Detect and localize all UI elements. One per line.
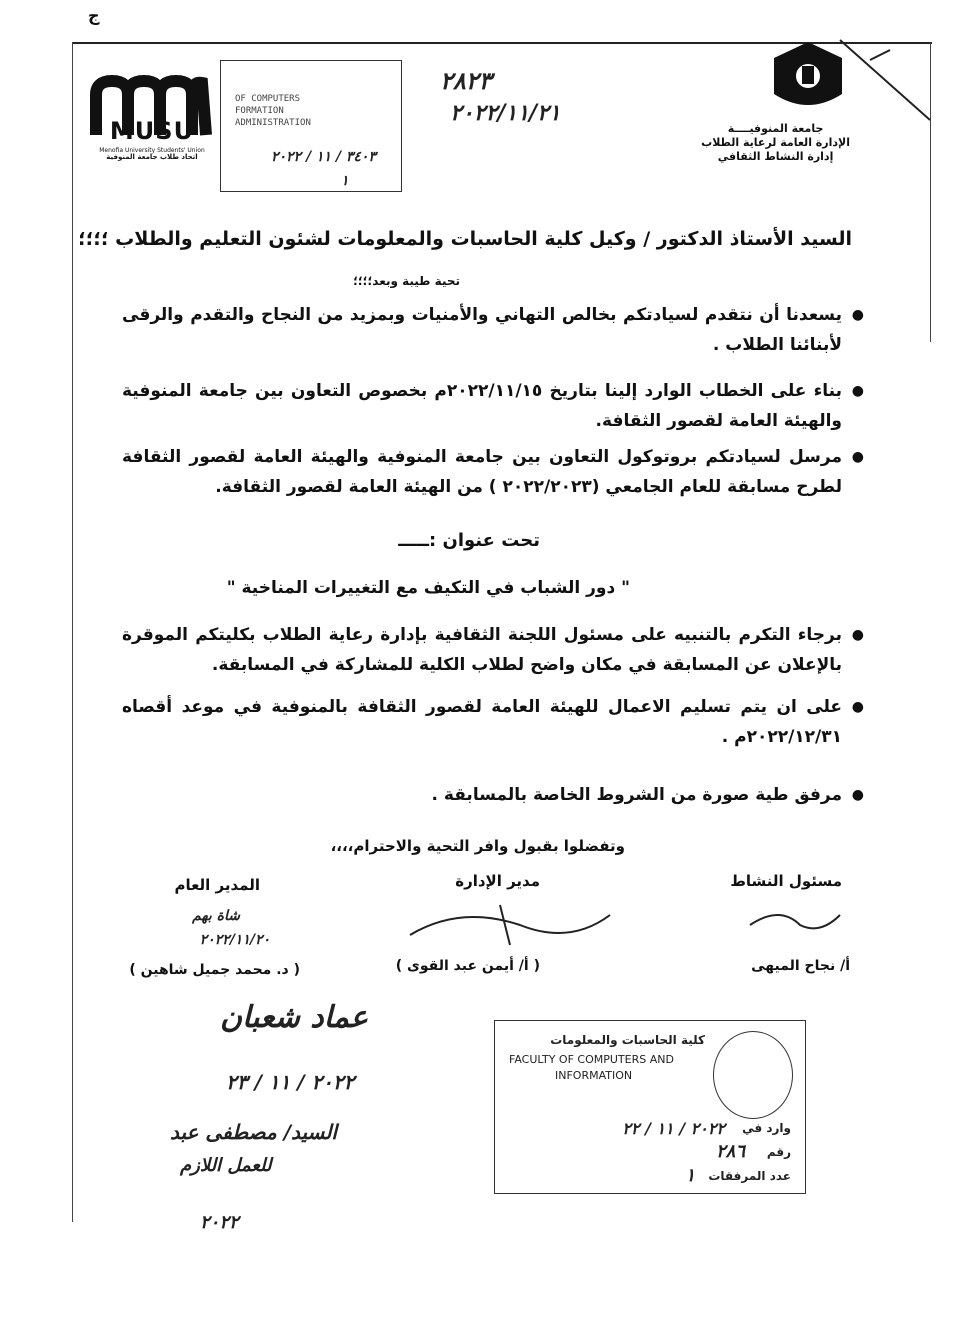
- handwritten-note-3: السيد/ مصطفى عبد: [170, 1120, 337, 1144]
- handwritten-reference: ٢٨٢٣: [440, 66, 492, 95]
- bullet-icon: ●: [851, 449, 864, 465]
- signature-scribble-activity: [740, 900, 850, 940]
- stamp-seal-icon: [713, 1031, 793, 1119]
- signature-title-activity: مسئول النشاط: [730, 872, 842, 890]
- university-logo-icon: [768, 36, 848, 118]
- signature-name-activity: أ/ نجاح الميهى: [751, 958, 850, 974]
- paragraph-1: ● يسعدنا أن نتقدم لسيادتكم بخالص التهاني والأمنيات وبمزيد من النجاح والتقدم والرقى لأبنائنا الطلاب .: [122, 300, 842, 360]
- handwritten-note-2: ٢٠٢٢ / ١١ / ٢٣: [226, 1070, 355, 1094]
- signature-title-general: المدير العام: [174, 876, 260, 894]
- department-name: الإدارة العامة لرعاية الطلاب: [701, 136, 850, 149]
- handwritten-note-4: للعمل اللازم: [180, 1155, 272, 1176]
- bullet-icon: ●: [851, 699, 864, 715]
- logo-text: MUSU: [109, 117, 195, 145]
- signature-name-admin: ( أ/ أيمن عبد القوى ): [395, 958, 540, 974]
- received-stamp-bottom: كلية الحاسبات والمعلومات FACULTY OF COMPUTERS AND INFORMATION وارد في ٢٠٢٢ / ١١ / ٢٢ رقم ٢٨٦ عدد المرفقات ١: [494, 1020, 806, 1194]
- request-1: ● برجاء التكرم بالتنبيه على مسئول اللجنة الثقافية بإدارة رعاية الطلاب بكليتكم الموقرة بالإعلان عن المسابقة في مكان واضح لطلاب الكلية للمشاركة في المسابقة.: [122, 620, 842, 680]
- header-block: [701, 122, 850, 164]
- stamp-handwritten-date: ٣٤٠٣ / ١١ / ٢٠٢٢: [271, 149, 376, 165]
- handwritten-date-bottom: ٢٠٢٢: [200, 1212, 239, 1233]
- frame-left-line: [72, 42, 73, 1222]
- paragraph-2: ● بناء على الخطاب الوارد إلينا بتاريخ ٢٠٢٢/١١/١٥م بخصوص التعاون بين جامعة المنوفية والهيئة العامة لقصور الثقافة.: [122, 376, 842, 436]
- signature-note-general: شاة بهم: [192, 908, 240, 924]
- stamp-lines: OF COMPUTERS FORMATION ADMINISTRATION: [235, 94, 311, 128]
- university-name: جامعة المنوفيــــة: [727, 122, 824, 135]
- bullet-icon: ●: [851, 787, 864, 803]
- request-3: ● مرفق طية صورة من الشروط الخاصة بالمسابقة .: [122, 780, 842, 810]
- signature-date-general: ٢٠٢٢/١١/٢٠: [199, 932, 270, 948]
- signature-name-general: ( د. محمد جميل شاهين ): [129, 962, 300, 978]
- subject-title: " دور الشباب في التكيف مع التغييرات المناخية ": [226, 578, 630, 598]
- sub-department-name: إدارة النشاط الثقافي: [717, 150, 834, 163]
- corner-mark: ج: [88, 6, 100, 25]
- logo-caption: Menofia University Students' Union اتحاد طلاب جامعة المنوفية: [99, 147, 205, 161]
- request-2: ● على ان يتم تسليم الاعمال للهيئة العامة لقصور الثقافة بالمنوفية في موعد أقصاه ٢٠٢٢/١٢/٣١م .: [122, 692, 842, 752]
- handwritten-date: ٢٠٢٢/١١/٢١: [450, 100, 561, 126]
- bullet-icon: ●: [851, 383, 864, 399]
- handwritten-note-1: عماد شعبان: [220, 1000, 369, 1035]
- received-stamp-top: [220, 60, 402, 192]
- signature-scribble-admin: [400, 895, 620, 955]
- signature-title-admin: مدير الإدارة: [455, 872, 540, 890]
- closing-line: وتفضلوا بقبول وافر التحية والاحترام،،،،: [330, 837, 625, 855]
- bullet-icon: ●: [851, 307, 864, 323]
- greeting: تحية طيبة وبعد؛؛؛؛: [353, 274, 460, 288]
- stamp-handwritten-number: ١: [341, 173, 349, 189]
- bullet-icon: ●: [851, 627, 864, 643]
- subject-label: تحت عنوان :ـــــ: [398, 530, 540, 551]
- paragraph-3: ● مرسل لسيادتكم بروتوكول التعاون بين جامعة المنوفية والهيئة العامة لقصور الثقافة لطرح مسابقة للعام الجامعي (٢٠٢٢/٢٠٢٣ ) من الهيئة العامة لقصور الثقافة.: [122, 442, 842, 502]
- addressee-line: السيد الأستاذ الدكتور / وكيل كلية الحاسبات والمعلومات لشئون التعليم والطلاب ؛؛؛؛: [78, 228, 852, 250]
